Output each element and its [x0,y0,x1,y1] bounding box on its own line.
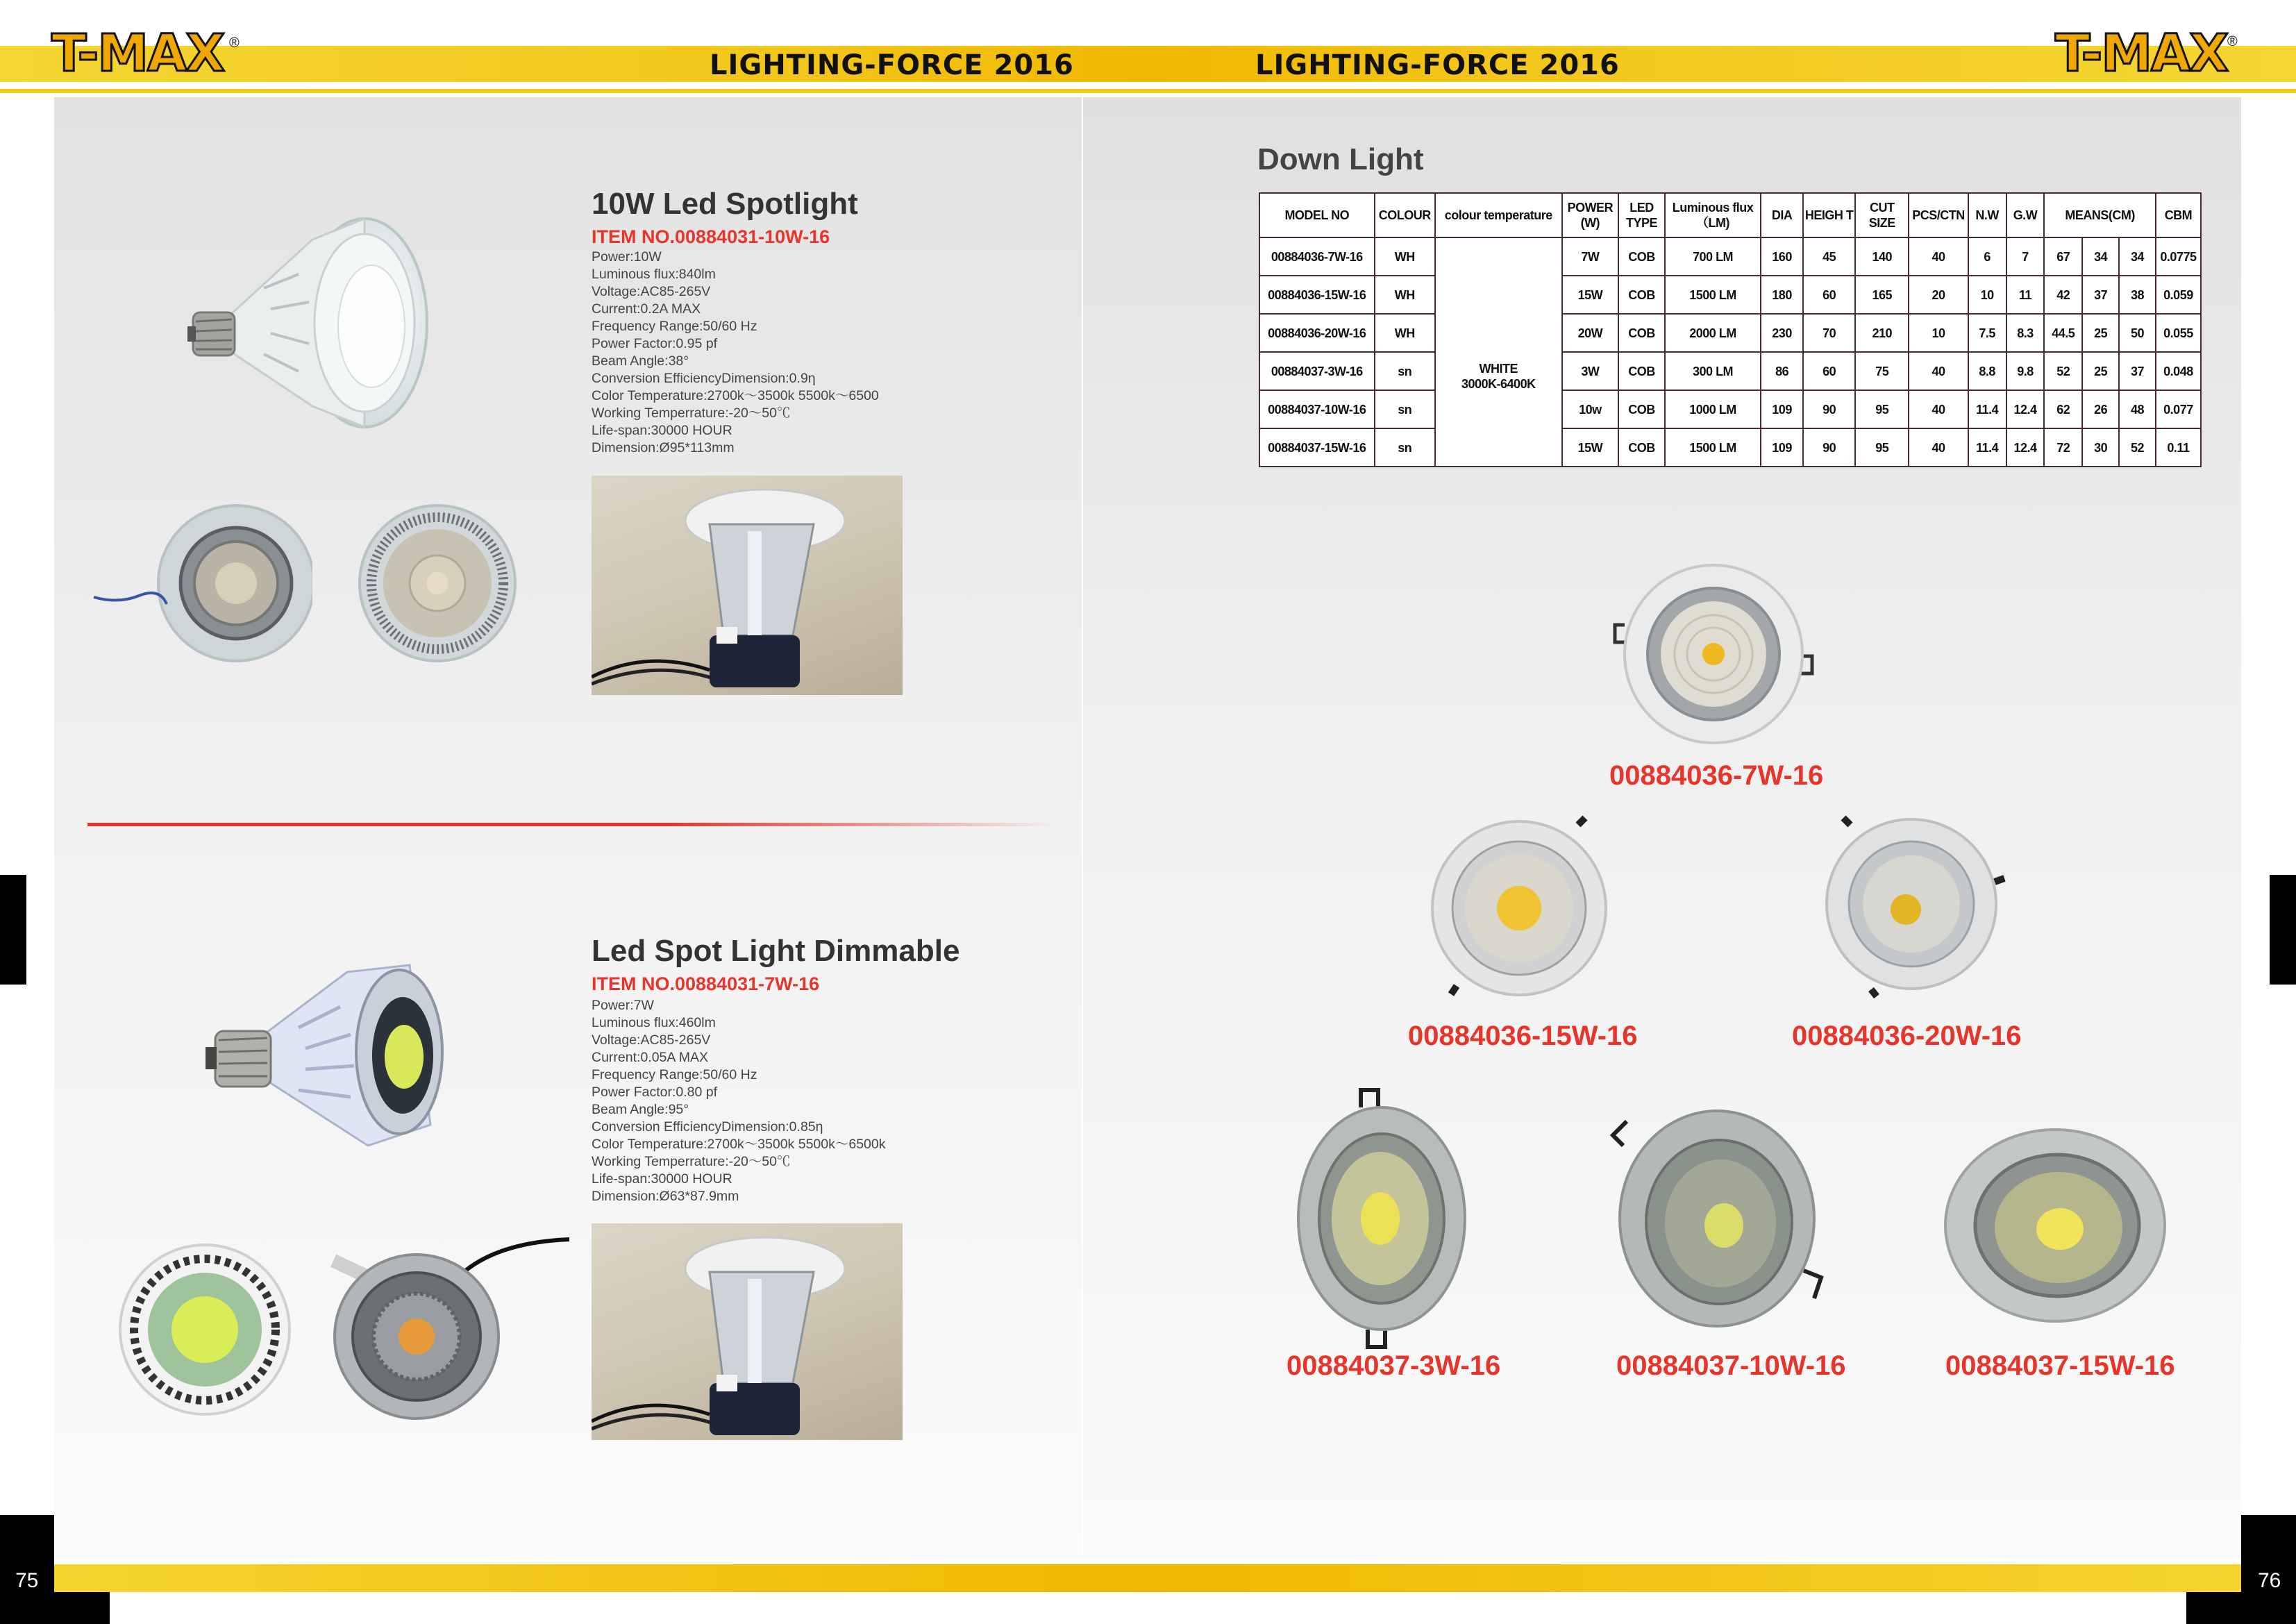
spec-line: Dimension:Ø95*113mm [592,440,735,455]
footer-strip [0,1592,2296,1624]
spec-line: Voltage:AC85-265V [592,284,711,299]
table-cell: COB [1618,276,1665,314]
table-cell: 160 [1761,237,1803,276]
spec-line: Conversion EfficiencyDimension:0.9η [592,371,816,386]
table-cell: 00884036-15W-16 [1259,276,1375,314]
table-cell: 37 [2082,276,2119,314]
table-cell: 700 LM [1665,237,1761,276]
section-title-down-light: Down Light [1257,142,1424,176]
table-cell: COB [1618,314,1665,352]
item-number-10w-spotlight: ITEM NO.00884031-10W-16 [592,226,830,247]
spotlight-dimmable-bulb-image [201,958,465,1153]
table-cell: 70 [1803,314,1855,352]
table-cell: 40 [1909,428,1968,467]
page-number-right: 76 [2258,1569,2281,1592]
spotlight-10w-installation-photo [592,476,903,695]
table-cell: WH [1375,276,1435,314]
table-cell: 34 [2082,237,2119,276]
table-row [1259,237,2201,276]
left-side-tab [0,875,26,985]
col-header-led-type: LED TYPE [1618,193,1665,237]
col-header-height: HEIGH T [1803,193,1855,237]
table-cell: 1500 LM [1665,276,1761,314]
col-header-cbm: CBM [2156,193,2201,237]
col-header-colour: COLOUR [1375,193,1435,237]
table-cell: sn [1375,352,1435,390]
spec-line: Current:0.2A MAX [592,301,701,317]
table-cell: sn [1375,390,1435,428]
table-cell: 300 LM [1665,352,1761,390]
spotlight-dimmable-fixture-image [326,1222,576,1423]
table-cell: 42 [2044,276,2082,314]
table-cell: 72 [2044,428,2082,467]
table-cell: 1000 LM [1665,390,1761,428]
table-cell: 210 [1855,314,1909,352]
spotlight-10w-back-view-image [90,500,312,667]
table-cell: 52 [2044,352,2082,390]
table-cell: 0.11 [2156,428,2201,467]
table-cell: 25 [2082,352,2119,390]
spotlight-dimmable-installation-photo [592,1223,903,1440]
col-header-dia: DIA [1761,193,1803,237]
product-title-10w-spotlight: 10W Led Spotlight [592,187,858,221]
registered-mark-left: ® [229,35,240,51]
spec-line: Conversion EfficiencyDimension:0.85η [592,1119,823,1135]
spec-line: Life-span:30000 HOUR [592,1171,732,1187]
spec-line: Beam Angle:38° [592,353,689,369]
right-side-tab [2270,875,2296,985]
colour-temperature-line: 3000K-6400K [1461,377,1536,391]
table-cell: 52 [2119,428,2156,467]
section-divider [87,823,1059,826]
table-cell: 165 [1855,276,1909,314]
table-cell: WH [1375,314,1435,352]
spec-line: Power:10W [592,249,662,265]
table-cell: 180 [1761,276,1803,314]
spec-line: Color Temperature:2700k～3500k 5500k～6500k [592,1137,886,1152]
colour-temperature-merged-cell [1435,237,1562,467]
header-underline [0,89,2296,93]
table-cell: 60 [1803,276,1855,314]
downlight-7w-image [1609,555,1818,757]
spec-line: Power Factor:0.95 pf [592,336,718,351]
spec-line: Luminous flux:460lm [592,1015,716,1030]
header-title-left: LIGHTING-FORCE 2016 [710,49,1074,81]
table-cell: 12.4 [2006,428,2045,467]
table-cell: 38 [2119,276,2156,314]
col-header-means: MEANS(CM) [2044,193,2156,237]
model-label-7w: 00884036-7W-16 [1609,760,1824,791]
table-cell: COB [1618,390,1665,428]
spec-line: Power:7W [592,998,654,1013]
table-cell: 00884037-3W-16 [1259,352,1375,390]
page-number-left: 75 [15,1569,39,1592]
table-cell: WH [1375,237,1435,276]
brand-logo-left: T-MAX [51,24,224,83]
table-cell: 7 [2006,237,2045,276]
colour-temperature-line: WHITE [1479,362,1518,376]
table-row [1259,390,2201,428]
table-cell: 44.5 [2044,314,2082,352]
table-cell: 00884036-20W-16 [1259,314,1375,352]
spec-line: Luminous flux:840lm [592,267,716,282]
model-label-20w: 00884036-20W-16 [1792,1021,2022,1051]
table-cell: 9.8 [2006,352,2045,390]
spotlight-10w-bulb-image [187,212,444,434]
table-cell: 10 [1968,276,2006,314]
product-title-dimmable-spotlight: Led Spot Light Dimmable [592,934,960,968]
table-cell: 25 [2082,314,2119,352]
table-cell: 0.059 [2156,276,2201,314]
table-cell: 140 [1855,237,1909,276]
table-cell: 48 [2119,390,2156,428]
spec-list-dimmable-spotlight [592,997,886,1205]
table-cell: 86 [1761,352,1803,390]
brand-logo-right: T-MAX [2055,24,2228,83]
table-cell: 15W [1562,276,1618,314]
table-cell: 11 [2006,276,2045,314]
table-cell: 109 [1761,390,1803,428]
table-cell: 40 [1909,237,1968,276]
table-cell: COB [1618,428,1665,467]
downlight-20w-image [1822,812,2010,1000]
col-header-model-no: MODEL NO [1259,193,1375,237]
model-label-10w: 00884037-10W-16 [1616,1350,1846,1381]
spec-line: Working Temperrature:-20～50℃ [592,1154,791,1169]
downlight-15w-image [1429,812,1616,1000]
table-cell: 00884037-15W-16 [1259,428,1375,467]
table-cell: 8.3 [2006,314,2045,352]
item-number-dimmable-spotlight: ITEM NO.00884031-7W-16 [592,973,820,994]
table-cell: 6 [1968,237,2006,276]
table-cell: 90 [1803,390,1855,428]
downlight-10w-image [1609,1104,1832,1333]
table-cell: 20W [1562,314,1618,352]
table-cell: 8.8 [1968,352,2006,390]
table-cell: 10w [1562,390,1618,428]
table-row [1259,428,2201,467]
table-cell: 11.4 [1968,390,2006,428]
model-label-15w-silver: 00884037-15W-16 [1945,1350,2175,1381]
spec-list-10w-spotlight [592,249,879,457]
table-cell: 10 [1909,314,1968,352]
footer-bar [0,1564,2296,1592]
table-cell: 62 [2044,390,2082,428]
table-cell: 11.4 [1968,428,2006,467]
model-label-15w: 00884036-15W-16 [1408,1021,1638,1051]
table-cell: 2000 LM [1665,314,1761,352]
table-cell: 67 [2044,237,2082,276]
table-row [1259,276,2201,314]
spec-line: Power Factor:0.80 pf [592,1085,718,1100]
table-cell: 109 [1761,428,1803,467]
col-header-luminous-flux: Luminous flux （LM) [1665,193,1761,237]
table-cell: sn [1375,428,1435,467]
table-cell: COB [1618,237,1665,276]
registered-mark-right: ® [2227,34,2238,49]
spec-line: Beam Angle:95° [592,1102,689,1117]
table-cell: 34 [2119,237,2156,276]
table-cell: 40 [1909,352,1968,390]
table-cell: 0.048 [2156,352,2201,390]
table-cell: 15W [1562,428,1618,467]
table-cell: 40 [1909,390,1968,428]
spec-line: Dimension:Ø63*87.9mm [592,1189,739,1204]
table-cell: 75 [1855,352,1909,390]
table-cell: 00884036-7W-16 [1259,237,1375,276]
table-cell: 7W [1562,237,1618,276]
model-label-3w: 00884037-3W-16 [1287,1350,1501,1381]
page-number-tab-left-base [0,1592,110,1624]
table-cell: 50 [2119,314,2156,352]
spec-line: Frequency Range:50/60 Hz [592,319,757,334]
table-cell: 0.055 [2156,314,2201,352]
spec-line: Working Temperrature:-20～50℃ [592,405,791,421]
table-cell: 37 [2119,352,2156,390]
table-cell: 60 [1803,352,1855,390]
col-header-gw: G.W [2006,193,2045,237]
spec-line: Frequency Range:50/60 Hz [592,1067,757,1082]
table-cell: 00884037-10W-16 [1259,390,1375,428]
table-cell: 30 [2082,428,2119,467]
col-header-power: POWER (W) [1562,193,1618,237]
table-cell: 95 [1855,428,1909,467]
table-cell: 95 [1855,390,1909,428]
table-cell: 7.5 [1968,314,2006,352]
col-header-cut-size: CUT SIZE [1855,193,1909,237]
spotlight-10w-front-view-image [354,500,521,667]
spec-line: Current:0.05A MAX [592,1050,708,1065]
downlight-15w-silver-image [1941,1125,2170,1326]
down-light-spec-table [1259,192,2202,467]
col-header-nw: N.W [1968,193,2006,237]
header-bar [0,46,2296,82]
spec-line: Life-span:30000 HOUR [592,423,732,438]
table-cell: 12.4 [2006,390,2045,428]
table-cell: COB [1618,352,1665,390]
table-row [1259,352,2201,390]
page-number-tab-right-base [2186,1592,2296,1624]
table-cell: 3W [1562,352,1618,390]
spec-line: Color Temperature:2700k～3500k 5500k～6500 [592,388,879,403]
table-row [1259,314,2201,352]
spec-line: Voltage:AC85-265V [592,1032,711,1048]
table-header-row [1259,193,2201,237]
downlight-3w-image [1291,1087,1472,1350]
table-cell: 0.0775 [2156,237,2201,276]
table-cell: 20 [1909,276,1968,314]
spotlight-dimmable-front-view-image [111,1239,299,1420]
table-cell: 26 [2082,390,2119,428]
table-cell: 45 [1803,237,1855,276]
table-cell: 230 [1761,314,1803,352]
col-header-colour-temperature: colour temperature [1435,193,1562,237]
table-cell: 90 [1803,428,1855,467]
col-header-pcs-ctn: PCS/CTN [1909,193,1968,237]
table-cell: 1500 LM [1665,428,1761,467]
header-title-right: LIGHTING-FORCE 2016 [1255,49,1620,81]
table-cell: 0.077 [2156,390,2201,428]
